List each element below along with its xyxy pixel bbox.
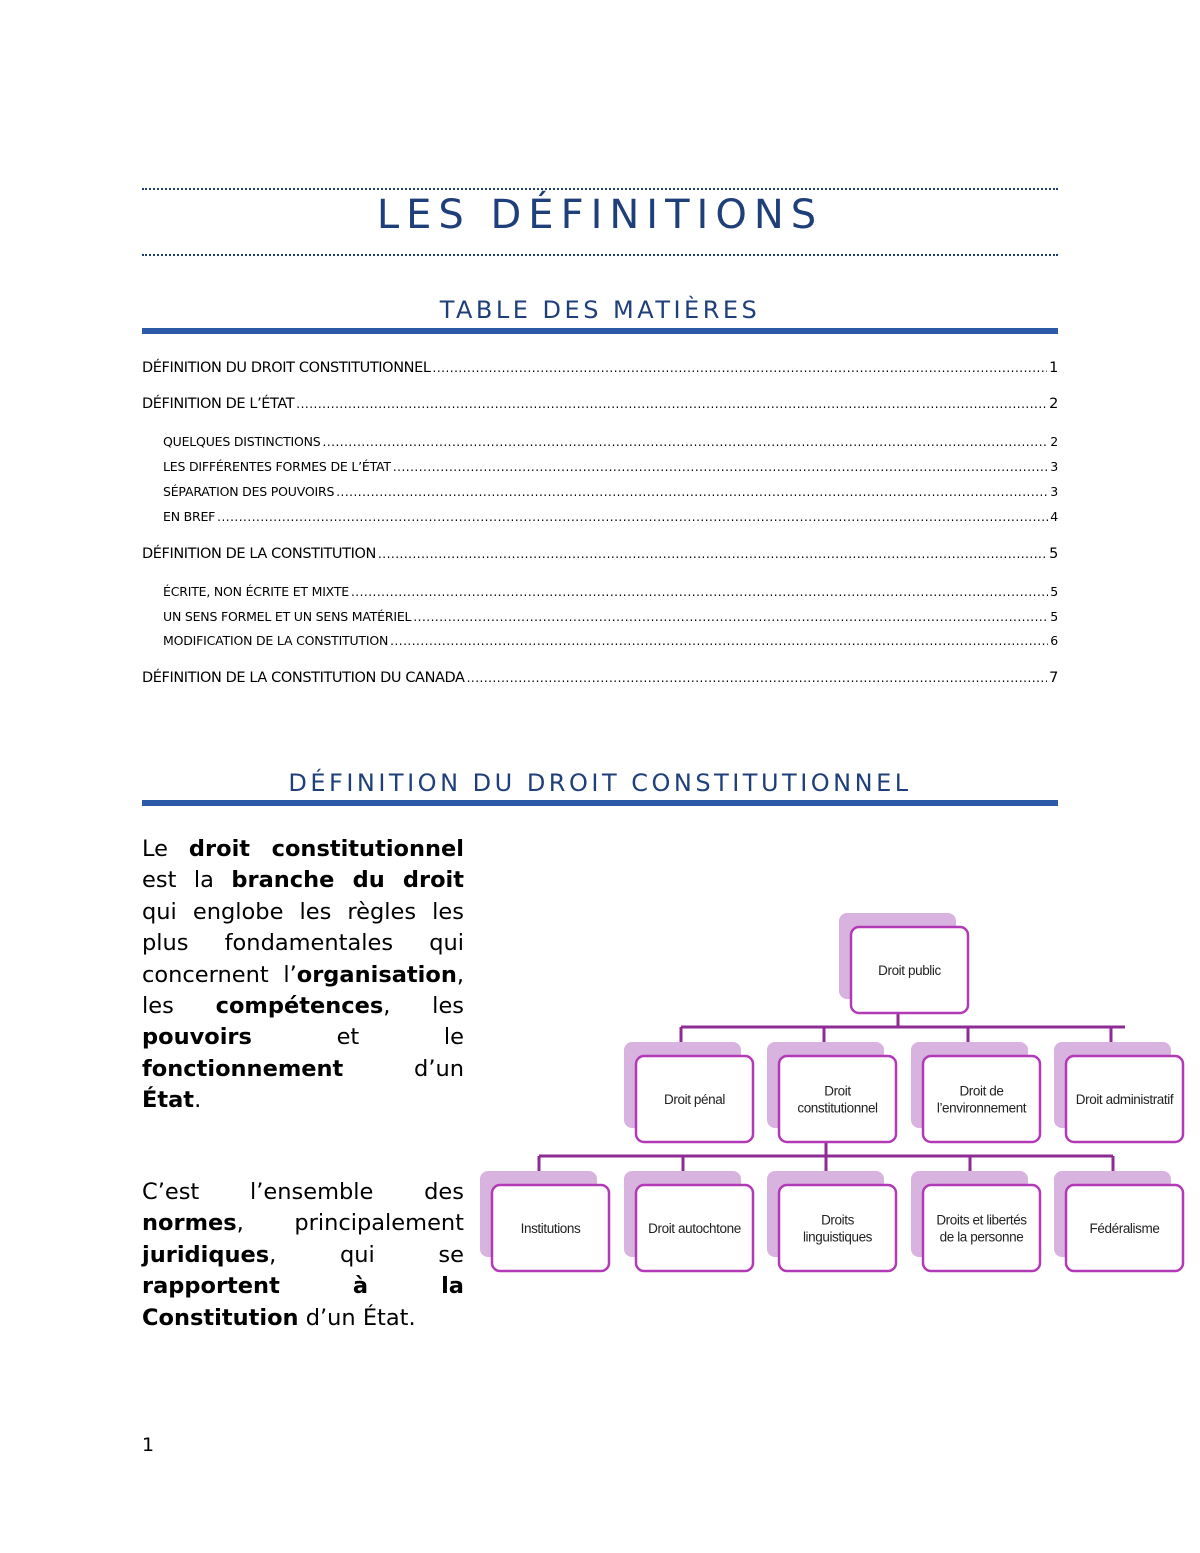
toc-dot-leader	[351, 585, 1048, 599]
title-bottom-divider	[142, 254, 1058, 256]
org-chart-node	[624, 1042, 753, 1142]
bold-term: compétences	[215, 993, 384, 1020]
toc-entry-label: QUELQUES DISTINCTIONS	[163, 434, 321, 449]
bold-term: fonctionnement	[142, 1055, 344, 1082]
text-run: .	[194, 1087, 202, 1114]
node-label: Droit autochtone	[648, 1221, 741, 1236]
toc-dot-leader	[378, 547, 1047, 561]
toc-entry[interactable]	[163, 584, 1058, 599]
node-box	[779, 1056, 896, 1142]
text-run: , les	[383, 993, 465, 1020]
org-chart-node	[1054, 1171, 1183, 1271]
text-run: d’un	[343, 1055, 464, 1082]
text-run: Le	[142, 836, 189, 862]
toc-dot-leader	[336, 485, 1048, 499]
toc-entry-page: 1	[1049, 360, 1058, 376]
toc-heading-rule	[142, 328, 1058, 334]
toc-dot-leader	[390, 634, 1048, 648]
node-label: Droit administratif	[1075, 1092, 1174, 1107]
bold-term: droit constitutionnel	[188, 836, 465, 862]
toc-entry-page: 2	[1049, 396, 1058, 412]
toc-entry-label: EN BREF	[163, 509, 216, 524]
node-label: Droits	[821, 1212, 854, 1228]
toc-entry-page: 6	[1050, 633, 1058, 648]
text-run: , qui se	[269, 1241, 464, 1268]
toc-entry-label: SÉPARATION DES POUVOIRS	[163, 484, 335, 499]
org-chart-node	[767, 1042, 896, 1142]
toc-dot-leader	[296, 397, 1047, 411]
bold-term: organisation	[296, 961, 457, 988]
toc-entry-page: 7	[1049, 670, 1058, 686]
toc-entry-page: 5	[1050, 609, 1058, 624]
toc-entry-page: 5	[1049, 546, 1058, 562]
toc-entry[interactable]	[142, 396, 1058, 412]
toc-entry[interactable]	[163, 509, 1058, 524]
org-chart-node	[767, 1171, 896, 1271]
toc-dot-leader	[413, 610, 1048, 624]
toc-entry-page: 5	[1050, 584, 1058, 599]
bold-term: branche du droit	[231, 867, 465, 894]
node-label: Droit public	[878, 963, 941, 978]
toc-entry-label: ÉCRITE, NON ÉCRITE ET MIXTE	[163, 584, 349, 599]
node-box	[779, 1185, 896, 1271]
definition-paragraph	[142, 834, 464, 1117]
title-top-divider	[142, 188, 1058, 190]
text-run: C’est l’ensemble des	[142, 1179, 464, 1205]
toc-entry-page: 4	[1050, 509, 1058, 524]
node-label: de la personne	[939, 1229, 1024, 1245]
toc-entry-label: MODIFICATION DE LA CONSTITUTION	[163, 633, 389, 648]
toc-entry-label: LES DIFFÉRENTES FORMES DE L’ÉTAT	[163, 459, 391, 474]
text-run: et le	[251, 1024, 464, 1051]
bold-term: État	[142, 1087, 195, 1114]
text-run: qui englobe les règles les plus fondamentales qui concernent l’	[142, 898, 464, 988]
text-run: d’un État.	[298, 1304, 416, 1331]
bold-term: normes	[142, 1210, 237, 1237]
norms-paragraph	[142, 1177, 464, 1334]
toc-entry-label: UN SENS FORMEL ET UN SENS MATÉRIEL	[163, 609, 412, 624]
page-number: 1	[142, 1434, 155, 1456]
toc-entry-label: DÉFINITION DU DROIT CONSTITUTIONNEL	[142, 360, 431, 376]
node-label: linguistiques	[802, 1229, 873, 1245]
toc-dot-leader	[323, 435, 1049, 449]
toc-entry[interactable]	[142, 360, 1058, 376]
node-label: Droit de	[959, 1083, 1004, 1099]
node-label: l’environnement	[936, 1100, 1027, 1116]
toc-entry-label: DÉFINITION DE L’ÉTAT	[142, 396, 295, 412]
node-box	[923, 1185, 1040, 1271]
node-label: Droit pénal	[664, 1092, 725, 1107]
toc-entry[interactable]	[163, 609, 1058, 624]
text-run: , principalement	[236, 1210, 464, 1237]
org-chart-node	[839, 913, 968, 1013]
bold-term: pouvoirs	[142, 1024, 252, 1051]
toc-entry-page: 2	[1050, 434, 1058, 449]
node-label: Droit	[824, 1083, 851, 1099]
text-run: , les	[142, 961, 464, 1020]
org-chart-droit-public	[478, 905, 1190, 1285]
toc-dot-leader	[393, 460, 1048, 474]
toc-entry[interactable]	[163, 459, 1058, 474]
section-heading: DÉFINITION DU DROIT CONSTITUTIONNEL	[288, 769, 912, 797]
node-box	[923, 1056, 1040, 1142]
org-chart-node	[911, 1042, 1040, 1142]
toc-dot-leader	[433, 361, 1048, 375]
node-label: Fédéralisme	[1089, 1221, 1160, 1236]
node-label: Droits et libertés	[936, 1212, 1027, 1228]
toc-entry[interactable]	[142, 670, 1058, 686]
org-chart-node	[624, 1171, 753, 1271]
toc-heading: TABLE DES MATIÈRES	[439, 296, 761, 324]
toc-entry-page: 3	[1050, 459, 1058, 474]
toc-entry-label: DÉFINITION DE LA CONSTITUTION DU CANADA	[142, 670, 465, 686]
node-label: Institutions	[520, 1221, 581, 1236]
bold-term: rapportent à la Constitution	[142, 1273, 464, 1331]
toc-entry-label: DÉFINITION DE LA CONSTITUTION	[142, 546, 376, 562]
org-chart-node	[911, 1171, 1040, 1271]
toc-entry[interactable]	[163, 434, 1058, 449]
text-run: est la	[142, 867, 232, 894]
section-heading-rule	[142, 800, 1058, 806]
bold-term: juridiques	[142, 1241, 270, 1268]
org-chart-node	[480, 1171, 609, 1271]
document-title: LES DÉFINITIONS	[376, 192, 824, 238]
toc-dot-leader	[467, 671, 1048, 685]
toc-entry[interactable]	[163, 633, 1058, 648]
toc-entry-page: 3	[1050, 484, 1058, 499]
toc-entry[interactable]	[142, 546, 1058, 562]
toc-dot-leader	[217, 510, 1048, 524]
org-chart-node	[1054, 1042, 1183, 1142]
node-label: constitutionnel	[797, 1100, 878, 1116]
toc-entry[interactable]	[163, 484, 1058, 499]
